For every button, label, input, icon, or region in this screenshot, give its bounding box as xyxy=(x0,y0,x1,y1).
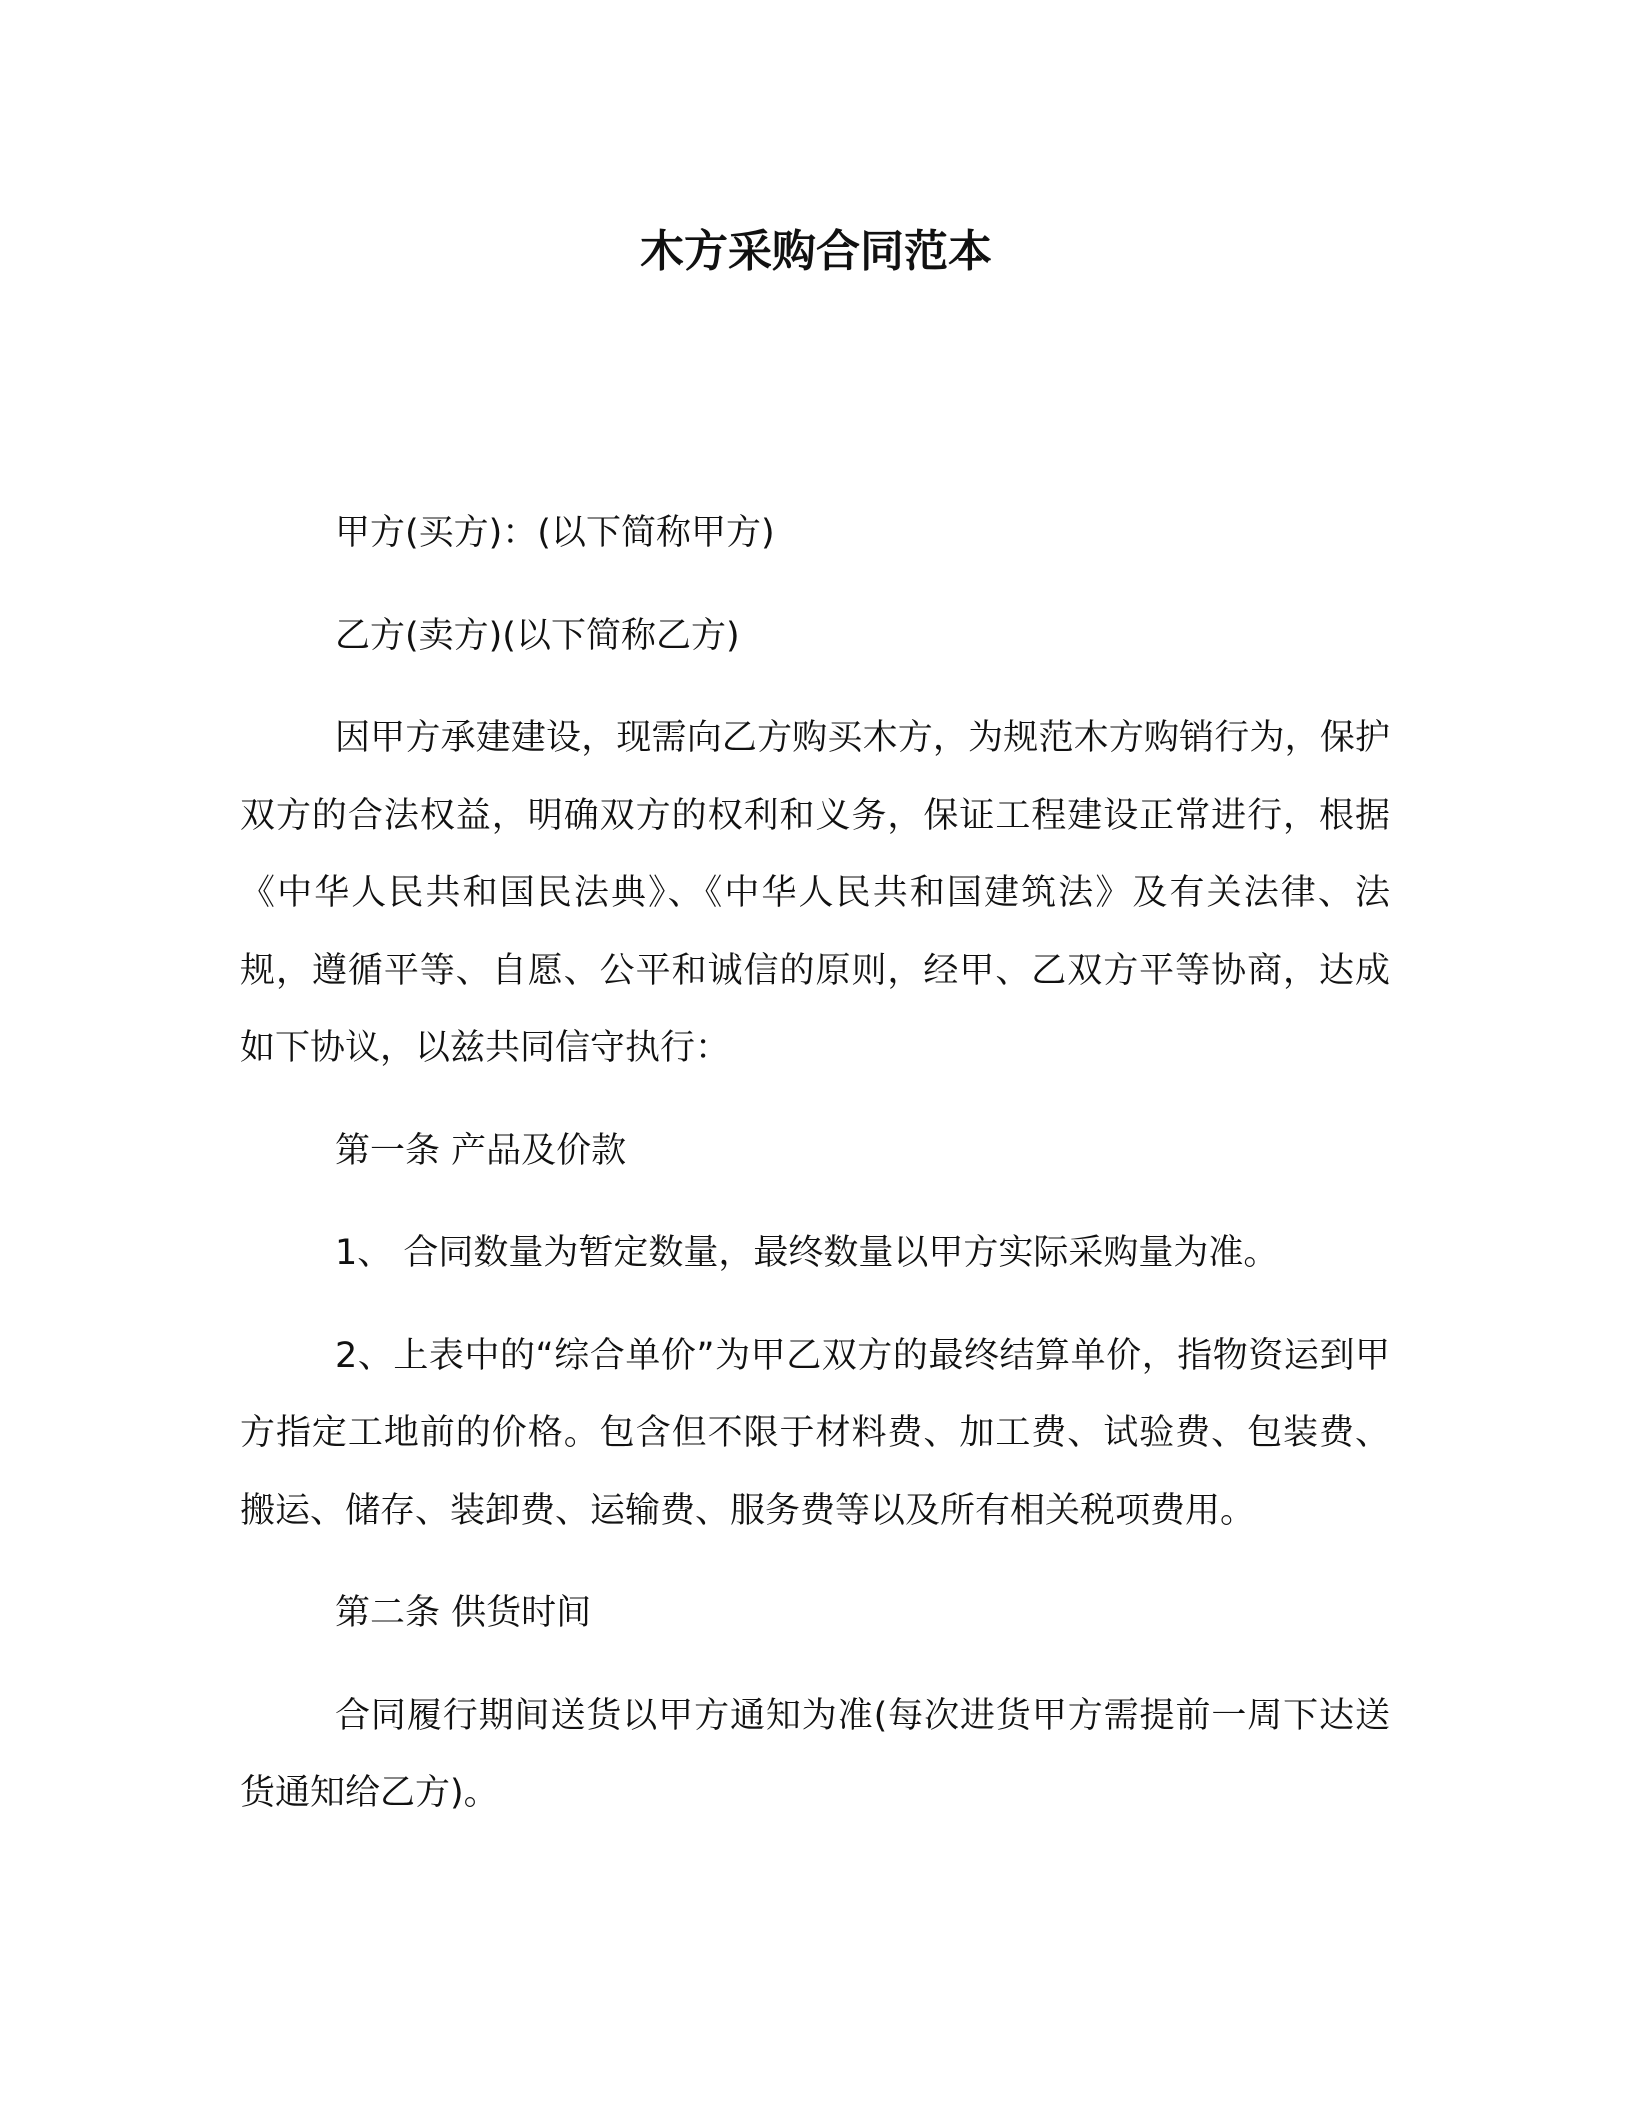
document-body xyxy=(240,495,1390,1858)
article-2-paragraph: 合同履行期间送货以甲方通知为准(每次进货甲方需提前一周下达送货通知给乙方)。 xyxy=(240,1695,1390,1813)
party-a-line: 甲方(买方)：(以下简称甲方) xyxy=(335,513,775,553)
article-2-heading: 第二条 供货时间 xyxy=(335,1593,592,1633)
document-title: 木方采购合同范本 xyxy=(640,226,992,277)
article-1-clause-1: 1、 合同数量为暂定数量，最终数量以甲方实际采购量为准。 xyxy=(335,1233,1279,1273)
article-1-clause-2: 2、上表中的“综合单价”为甲乙双方的最终结算单价，指物资运到甲方指定工地前的价格。包含但不限于材料费、加工费、试验费、包装费、搬运、储存、装卸费、运输费、服务费等以及所有相关税项费用。 xyxy=(240,1335,1390,1531)
article-1-heading: 第一条 产品及价款 xyxy=(335,1130,627,1171)
preamble-paragraph: 因甲方承建建设，现需向乙方购买木方，为规范木方购销行为，保护双方的合法权益，明确双方的权利和义务，保证工程建设正常进行，根据《中华人民共和国民法典》、《中华人民共和国建筑法》及有关法律、法规，遵循平等、自愿、公平和诚信的原则，经甲、乙双方平等协商，达成如下协议，以兹共同信守执行： xyxy=(240,718,1390,1068)
party-b-line: 乙方(卖方)(以下简称乙方) xyxy=(335,615,740,656)
